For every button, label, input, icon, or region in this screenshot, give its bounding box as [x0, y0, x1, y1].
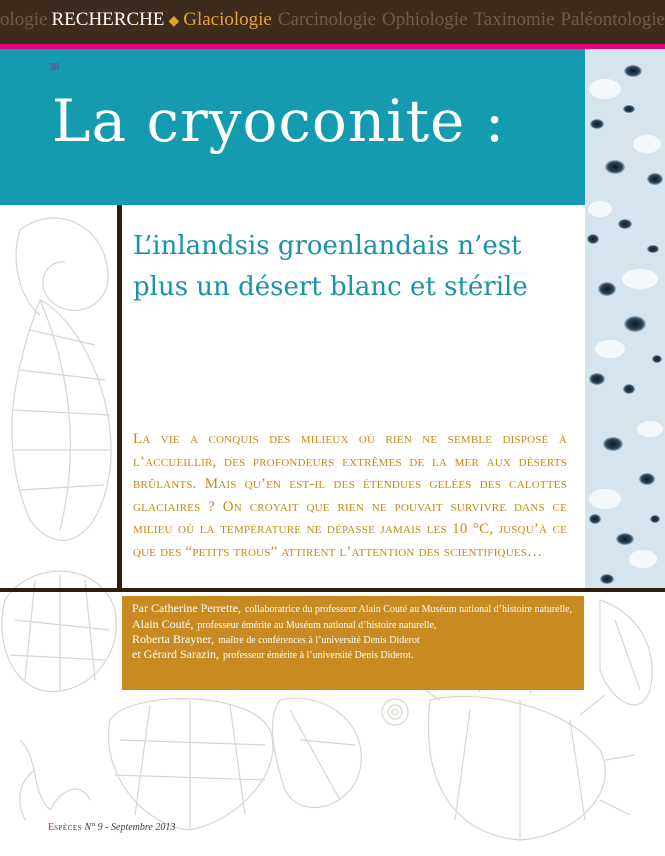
author-role: maître de conférences à l’université Denis Diderot: [218, 635, 420, 646]
author-role: professeur émérite à l’université Denis Diderot.: [222, 650, 414, 661]
author-entry: [132, 647, 574, 662]
author-name: Par Catherine Perrette,: [132, 601, 241, 615]
author-role: professeur émérite au Muséum national d’histoire naturelle,: [197, 620, 437, 631]
author-entry: [132, 601, 574, 616]
nav-previous-fragment: ologie: [0, 9, 48, 30]
nav-current-topic: Glaciologie: [183, 9, 272, 30]
nav-section-label: RECHERCHE: [51, 9, 165, 30]
long-shell-illustration: [272, 698, 361, 807]
nav-topic-taxinomie: Taxinomie: [473, 9, 555, 30]
cone-shell-illustration: [12, 300, 111, 540]
nav-topic-carcinologie: Carcinologie: [277, 9, 377, 30]
small-snail-illustration: [382, 699, 408, 725]
cryoconite-holes-photo: [585, 49, 665, 590]
brand-initial: E: [48, 822, 55, 833]
nav-separator-icon: ◆: [168, 14, 180, 29]
article-subtitle: L’inlandsis groenlandais n’est plus un désert blanc et stérile: [133, 231, 528, 302]
author-entry: [132, 617, 574, 632]
author-entry: [132, 632, 574, 647]
frame-bottom-rule: [0, 588, 665, 592]
edge-shell-illustration: [600, 600, 652, 705]
spiny-shell-illustration: [410, 668, 635, 840]
coral-illustration: [20, 740, 90, 820]
author-role: collaboratrice du professeur Alain Couté au Muséum national d’histoire naturelle,: [244, 604, 573, 615]
author-name: et Gérard Sarazin,: [132, 647, 219, 661]
authors-box: [122, 596, 584, 690]
article-lede: La vie a conquis des milieux où rien ne semble disposé à l’accueillir, des profondeurs extrêmes de la mer aux déserts brûlants. Mais qu’en est-il des étendues gelées des calottes glaciaires ? On croyait que rien ne pouvait survivre dans ce milieu où la température ne dépasse jamais les 10 °C, jusqu’à ce que des “petits trous” attirent l’attention des scientifiques…: [133, 431, 567, 560]
issue-info: N° 9 - Septembre 2013: [84, 822, 176, 833]
fan-shell-illustration: [108, 699, 272, 830]
section-nav-bar: [0, 0, 665, 44]
nav-topic-paleontologie: Paléontologie: [560, 9, 665, 30]
magazine-footer: [48, 822, 175, 833]
page-number: 38: [49, 62, 59, 73]
nav-topic-ophiologie: Ophiologie: [382, 9, 468, 30]
author-name: Roberta Brayner,: [132, 632, 215, 646]
spiral-shell-illustration: [16, 218, 108, 315]
article-title: La cryoconite :: [52, 87, 506, 155]
author-name: Alain Couté,: [132, 617, 194, 631]
brand-name: spèces: [54, 822, 83, 833]
